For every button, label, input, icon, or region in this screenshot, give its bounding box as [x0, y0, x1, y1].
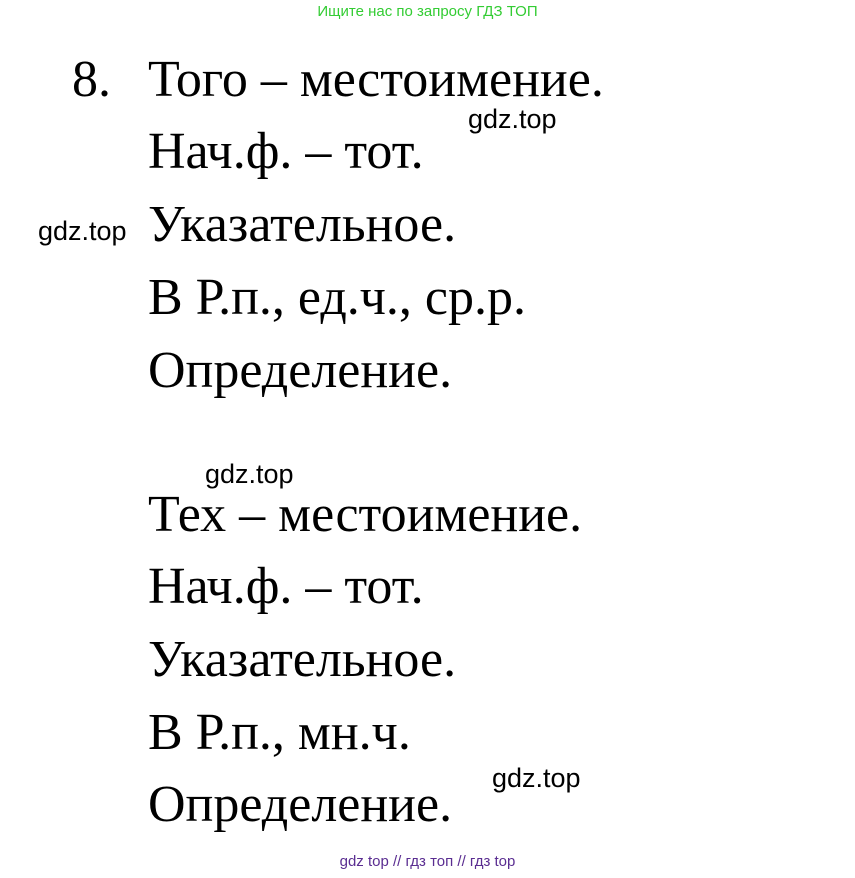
block2-line-2: Нач.ф. – тот.	[148, 558, 424, 615]
block2-line-4: В Р.п., мн.ч.	[148, 704, 411, 761]
watermark-1: gdz.top	[468, 104, 557, 134]
block2-line-1: Тех – местоимение.	[148, 486, 583, 543]
block1-line-2: Нач.ф. – тот.	[148, 123, 424, 180]
block1-line-4: В Р.п., ед.ч., ср.р.	[148, 269, 527, 326]
block1-line-1: Того – местоимение.	[148, 51, 604, 108]
block2-line-3: Указательное.	[148, 631, 457, 688]
block1-line-5: Определение.	[148, 342, 453, 399]
block1-line-3: Указательное.	[148, 196, 457, 253]
watermark-2: gdz.top	[38, 216, 127, 246]
block2-line-5: Определение.	[148, 776, 453, 833]
watermark-3: gdz.top	[205, 459, 294, 489]
header-search-hint: Ищите нас по запросу ГДЗ ТОП	[317, 3, 538, 20]
watermark-4: gdz.top	[492, 763, 581, 793]
task-number: 8.	[72, 51, 111, 108]
footer-note: gdz top // гдз топ // гдз top	[339, 853, 516, 870]
